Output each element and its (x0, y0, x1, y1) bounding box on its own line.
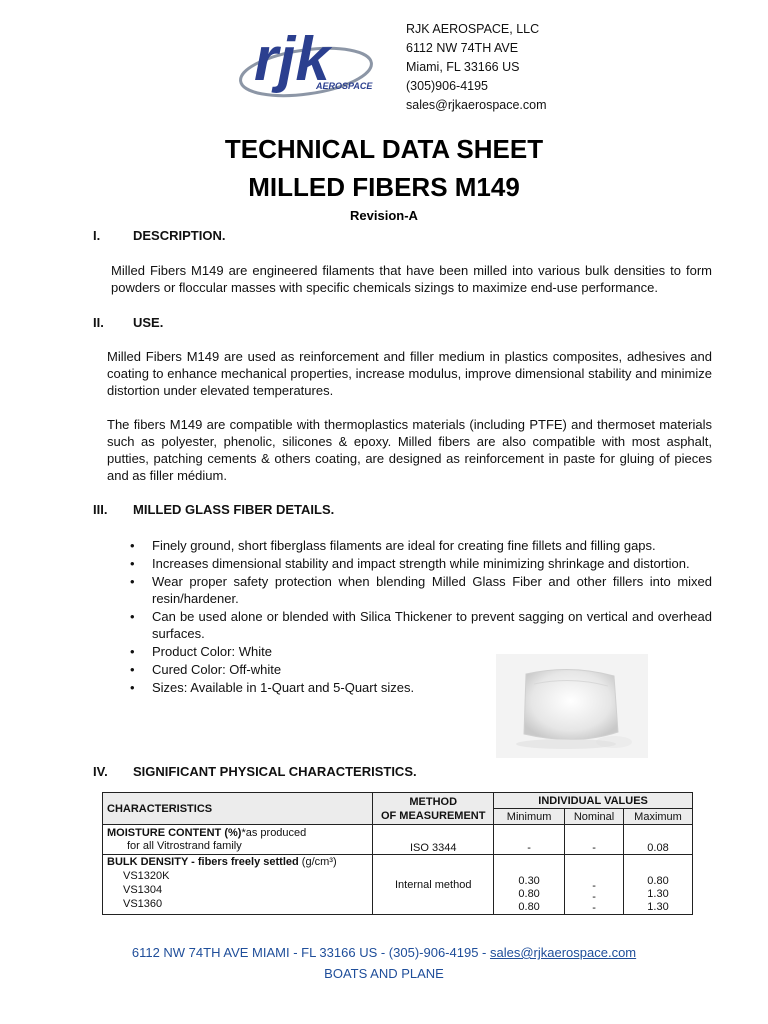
header-method: METHOD OF MEASUREMENT (373, 793, 494, 825)
document-title: TECHNICAL DATA SHEET (224, 134, 544, 164)
list-item: • Cured Color: Off-white (130, 661, 712, 678)
product-photo (496, 654, 648, 758)
revision-label: Revision-A (350, 208, 418, 223)
characteristics-table (102, 792, 693, 915)
section-description-heading (93, 228, 225, 243)
section-number: III. (93, 502, 108, 517)
header-maximum: Maximum (624, 809, 693, 825)
header-minimum: Minimum (494, 809, 565, 825)
moisture-max: 0.08 (624, 825, 693, 855)
section-title: SIGNIFICANT PHYSICAL CHARACTERISTICS. (133, 764, 417, 779)
list-item: • Can be used alone or blended with Silica Thickener to prevent sagging on vertical and overhead surfaces. (130, 608, 712, 642)
section-number: II. (93, 315, 104, 330)
table-row (103, 825, 693, 855)
header-individual-values: INDIVIDUAL VALUES (494, 793, 693, 809)
description-text: Milled Fibers M149 are engineered filaments that have been milled into various bulk densities to form powders or floccular masses with specific chemicals sizings to maximize end-use performance. (111, 263, 712, 295)
footer-email-link[interactable]: sales@rjkaerospace.com (489, 945, 637, 960)
section-title: MILLED GLASS FIBER DETAILS. (133, 502, 335, 517)
company-address1: 6112 NW 74TH AVE (406, 41, 519, 55)
company-email: sales@rjkaerospace.com (406, 98, 547, 112)
header-nominal: Nominal (565, 809, 624, 825)
moisture-cell: MOISTURE CONTENT (%)*as produced for all Vitrostrand family (103, 825, 373, 855)
moisture-min: - (494, 825, 565, 855)
document-subtitle: MILLED FIBERS M149 (248, 172, 520, 202)
list-item: • Wear proper safety protection when blending Milled Glass Fiber and other fillers into mixed resin/hardener. (130, 573, 712, 607)
section-physical-heading (93, 764, 417, 779)
header-characteristics: CHARACTERISTICS (103, 793, 373, 825)
logo-text: rjk (254, 25, 330, 94)
list-item: • Finely ground, short fiberglass filaments are ideal for creating fine fillets and filling gaps. (130, 537, 712, 554)
table-row (103, 855, 693, 915)
bulk-nom: - - - (565, 855, 624, 915)
list-item: • Increases dimensional stability and impact strength while minimizing shrinkage and distortion. (130, 555, 712, 572)
section-title: DESCRIPTION. (133, 228, 226, 243)
footer-tagline: BOATS AND PLANE (324, 966, 444, 981)
section-number: I. (93, 228, 101, 243)
section-number: IV. (93, 764, 108, 779)
company-logo (238, 14, 388, 114)
footer-address-text: 6112 NW 74TH AVE MIAMI - FL 33166 US - (305)-906-4195 - (131, 945, 490, 960)
list-item: • Sizes: Available in 1-Quart and 5-Quart sizes. (130, 679, 712, 696)
footer-address (0, 945, 768, 960)
bulk-method: Internal method (373, 855, 494, 915)
bulk-max: 0.80 1.30 1.30 (624, 855, 693, 915)
list-item: • Product Color: White (130, 643, 712, 660)
section-details-heading (93, 502, 334, 517)
company-phone: (305)906-4195 (406, 79, 489, 93)
moisture-nom: - (565, 825, 624, 855)
company-info (406, 20, 547, 115)
section-use-heading (93, 315, 163, 330)
moisture-method: ISO 3344 (373, 825, 494, 855)
bulk-density-cell: BULK DENSITY - fibers freely settled (g/cm³) VS1320K VS1304 VS1360 (103, 855, 373, 915)
bulk-min: 0.30 0.80 0.80 (494, 855, 565, 915)
use-paragraph-1: Milled Fibers M149 are used as reinforcement and filler medium in plastics composites, adhesives and coating to enhance mechanical properties, increase modulus, improve dimensional stability and minimize distortion under elevated temperatures. (107, 349, 712, 398)
company-name: RJK AEROSPACE, LLC (406, 22, 540, 36)
logo-subtext: AEROSPACE (316, 81, 373, 91)
company-address2: Miami, FL 33166 US (406, 60, 520, 74)
use-paragraph-2: The fibers M149 are compatible with thermoplastics materials (including PTFE) and thermoset materials such as polyester, phenolic, silicones & epoxy. Milled fibers are also compatible with most asphalt, putties, patching cements & others coating, are designed as reinforcement in paste for gluing of pieces and as filler médium. (107, 417, 712, 483)
section-title: USE. (133, 315, 164, 330)
